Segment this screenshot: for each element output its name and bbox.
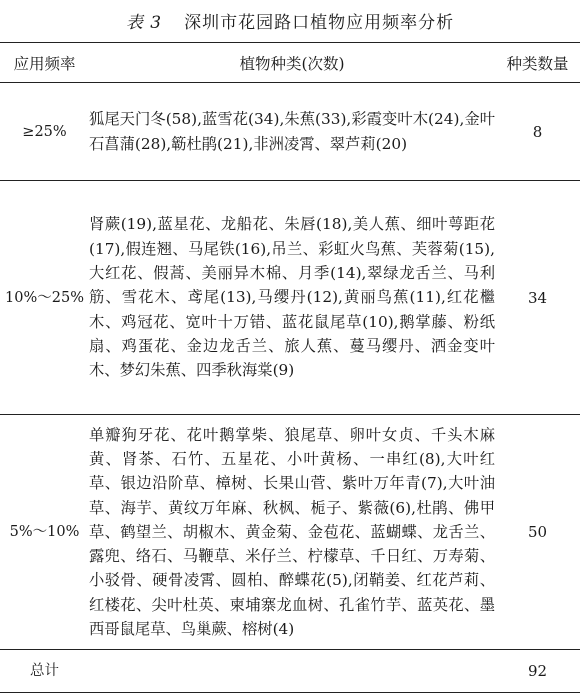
total-species bbox=[89, 650, 495, 693]
row-species: 肾蕨(19),蓝星花、龙船花、朱唇(18),美人蕉、细叶萼距花(17),假连翘、马尾铁(16),吊兰、彩虹火鸟蕉、芙蓉菊(15),大红花、假蒿、美丽异木棉、月季(14),翠绿龙舌兰、马利筋、雪花木、鸢尾(13),马缨丹(12),黄丽鸟蕉(11),红花檵木、鸡冠花、宽叶十万错、蓝花鼠尾草(10),鹅掌藤、粉纸扇、鸡蛋花、金边龙舌兰、旅人蕉、蔓马缨丹、洒金变叶木、梦幻朱蕉、四季秋海棠(9) bbox=[89, 181, 495, 415]
header-frequency: 应用频率 bbox=[0, 43, 89, 83]
table-row bbox=[0, 415, 580, 650]
frequency-table bbox=[0, 42, 580, 693]
row-frequency: 5%～10% bbox=[0, 415, 89, 650]
row-count: 8 bbox=[495, 83, 580, 181]
row-frequency: ≥25% bbox=[0, 83, 89, 181]
table-title: 深圳市花园路口植物应用频率分析 bbox=[184, 13, 455, 33]
total-row bbox=[0, 650, 580, 693]
row-count: 50 bbox=[495, 415, 580, 650]
row-frequency: 10%～25% bbox=[0, 181, 89, 415]
total-label: 总计 bbox=[0, 650, 89, 693]
table-number: 表 3 bbox=[125, 13, 163, 33]
table-row bbox=[0, 181, 580, 415]
total-count: 92 bbox=[495, 650, 580, 693]
row-count: 34 bbox=[495, 181, 580, 415]
row-species: 单瓣狗牙花、花叶鹅掌柴、狼尾草、卵叶女贞、千头木麻黄、肾茶、石竹、五星花、小叶黄杨、一串红(8),大叶红草、银边沿阶草、樟树、长果山菅、紫叶万年青(7),大叶油草、海芋、黄纹万年麻、秋枫、栀子、紫薇(6),杜鹃、佛甲草、鹤望兰、胡椒木、黄金菊、金苞花、蓝蝴蝶、龙舌兰、露兜、络石、马鞭草、米仔兰、柠檬草、千日红、万寿菊、小驳骨、硬骨凌霄、圆柏、醉蝶花(5),闭鞘姜、红花芦莉、红楼花、尖叶杜英、柬埔寨龙血树、孔雀竹芋、蓝英花、墨西哥鼠尾草、鸟巢蕨、榕树(4) bbox=[89, 415, 495, 650]
header-species: 植物种类(次数) bbox=[89, 43, 495, 83]
table-caption bbox=[0, 8, 580, 33]
header-count: 种类数量 bbox=[495, 43, 580, 83]
row-species: 狐尾天门冬(58),蓝雪花(34),朱蕉(33),彩霞变叶木(24),金叶石菖蒲(28),簕杜鹃(21),非洲凌霄、翠芦莉(20) bbox=[89, 83, 495, 181]
header-row bbox=[0, 43, 580, 83]
table-row bbox=[0, 83, 580, 181]
